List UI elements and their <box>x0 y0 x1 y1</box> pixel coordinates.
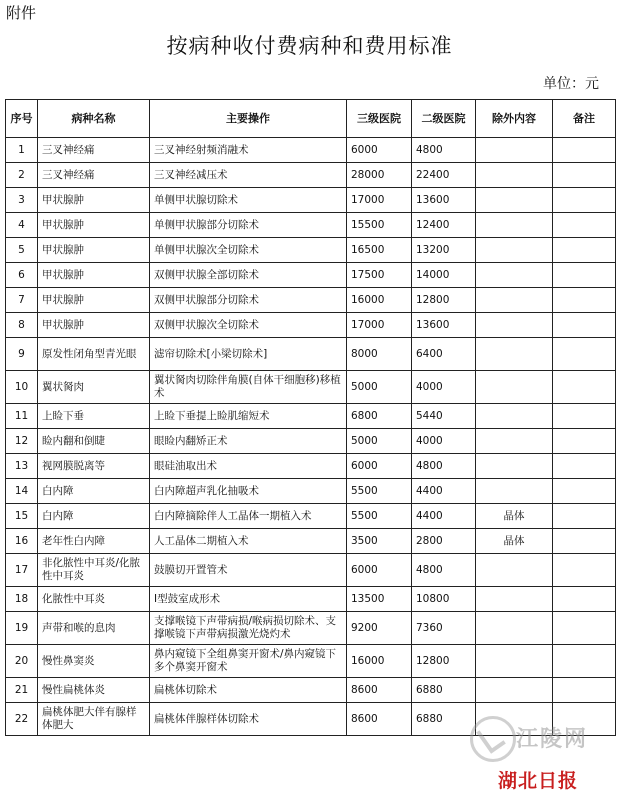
cell-operation: 单侧甲状腺次全切除术 <box>150 238 347 263</box>
col-header-tier2: 二级医院 <box>412 100 476 138</box>
cell-tier3-price: 9200 <box>347 612 412 645</box>
cell-operation: I型鼓室成形术 <box>150 587 347 612</box>
cell-note <box>553 678 616 703</box>
cell-note <box>553 238 616 263</box>
cell-tier3-price: 6000 <box>347 554 412 587</box>
cell-operation: 翼状胬肉切除伴角膜(自体干细胞移)移植术 <box>150 371 347 404</box>
cell-no: 19 <box>6 612 38 645</box>
table-row <box>6 529 616 554</box>
table-row <box>6 554 616 587</box>
cell-note <box>553 504 616 529</box>
cell-tier2-price: 12800 <box>412 288 476 313</box>
col-header-exclusion: 除外内容 <box>476 100 553 138</box>
cell-tier3-price: 17000 <box>347 313 412 338</box>
cell-no: 15 <box>6 504 38 529</box>
cell-disease-name: 甲状腺肿 <box>38 188 150 213</box>
cell-operation: 扁桃体切除术 <box>150 678 347 703</box>
cell-operation: 双侧甲状腺部分切除术 <box>150 288 347 313</box>
cell-operation: 双侧甲状腺次全切除术 <box>150 313 347 338</box>
cell-tier3-price: 6000 <box>347 454 412 479</box>
cell-disease-name: 化脓性中耳炎 <box>38 587 150 612</box>
cell-exclusion <box>476 213 553 238</box>
cell-operation: 人工晶体二期植入术 <box>150 529 347 554</box>
cell-exclusion <box>476 703 553 736</box>
cell-disease-name: 老年性白内障 <box>38 529 150 554</box>
cell-disease-name: 视网膜脱离等 <box>38 454 150 479</box>
cell-disease-name: 白内障 <box>38 479 150 504</box>
cell-disease-name: 扁桃体肥大伴有腺样体肥大 <box>38 703 150 736</box>
cell-disease-name: 睑内翻和倒睫 <box>38 429 150 454</box>
cell-tier3-price: 5000 <box>347 371 412 404</box>
cell-tier3-price: 13500 <box>347 587 412 612</box>
cell-operation: 鼓膜切开置管术 <box>150 554 347 587</box>
table-row <box>6 188 616 213</box>
cell-exclusion <box>476 338 553 371</box>
cell-no: 7 <box>6 288 38 313</box>
cell-note <box>553 703 616 736</box>
cell-note <box>553 213 616 238</box>
cell-note <box>553 288 616 313</box>
cell-operation: 上睑下垂提上睑肌缩短术 <box>150 404 347 429</box>
cell-note <box>553 612 616 645</box>
cell-no: 4 <box>6 213 38 238</box>
cell-note <box>553 454 616 479</box>
table-row <box>6 138 616 163</box>
cell-no: 18 <box>6 587 38 612</box>
cell-operation: 白内障摘除伴人工晶体一期植入术 <box>150 504 347 529</box>
cell-disease-name: 慢性扁桃体炎 <box>38 678 150 703</box>
cell-tier3-price: 16000 <box>347 288 412 313</box>
cell-operation: 单侧甲状腺切除术 <box>150 188 347 213</box>
watermark-newspaper-name: 湖北日报 <box>498 770 579 792</box>
cell-no: 11 <box>6 404 38 429</box>
table-row <box>6 587 616 612</box>
cell-no: 10 <box>6 371 38 404</box>
cell-tier3-price: 15500 <box>347 213 412 238</box>
cell-no: 12 <box>6 429 38 454</box>
cell-tier3-price: 16000 <box>347 645 412 678</box>
cell-note <box>553 587 616 612</box>
cell-exclusion: 晶体 <box>476 504 553 529</box>
cell-tier3-price: 5500 <box>347 504 412 529</box>
cell-exclusion <box>476 163 553 188</box>
cell-operation: 三叉神经减压术 <box>150 163 347 188</box>
cell-exclusion <box>476 587 553 612</box>
cell-operation: 眼硅油取出术 <box>150 454 347 479</box>
cell-operation: 白内障超声乳化抽吸术 <box>150 479 347 504</box>
cell-operation: 滤帘切除术[小梁切除术] <box>150 338 347 371</box>
cell-disease-name: 白内障 <box>38 504 150 529</box>
cell-tier2-price: 7360 <box>412 612 476 645</box>
cell-disease-name: 甲状腺肿 <box>38 288 150 313</box>
cell-note <box>553 313 616 338</box>
cell-no: 9 <box>6 338 38 371</box>
cell-note <box>553 138 616 163</box>
table-row <box>6 238 616 263</box>
cell-disease-name: 非化脓性中耳炎/化脓性中耳炎 <box>38 554 150 587</box>
cell-tier2-price: 10800 <box>412 587 476 612</box>
table-row <box>6 163 616 188</box>
table-header-row <box>6 100 616 138</box>
cell-tier3-price: 8000 <box>347 338 412 371</box>
cell-disease-name: 翼状胬肉 <box>38 371 150 404</box>
cell-exclusion <box>476 645 553 678</box>
cell-disease-name: 慢性鼻窦炎 <box>38 645 150 678</box>
cell-operation: 三叉神经射频消融术 <box>150 138 347 163</box>
col-header-op: 主要操作 <box>150 100 347 138</box>
cell-disease-name: 甲状腺肿 <box>38 263 150 288</box>
cell-exclusion <box>476 429 553 454</box>
cell-exclusion <box>476 238 553 263</box>
cell-tier3-price: 6800 <box>347 404 412 429</box>
col-header-no: 序号 <box>6 100 38 138</box>
col-header-name: 病种名称 <box>38 100 150 138</box>
table-row <box>6 479 616 504</box>
table-row <box>6 313 616 338</box>
cell-note <box>553 429 616 454</box>
cell-note <box>553 645 616 678</box>
cell-tier2-price: 4400 <box>412 479 476 504</box>
cell-exclusion <box>476 188 553 213</box>
table-row <box>6 703 616 736</box>
cell-exclusion <box>476 479 553 504</box>
cell-note <box>553 404 616 429</box>
table-row <box>6 288 616 313</box>
cell-exclusion <box>476 313 553 338</box>
cell-exclusion: 晶体 <box>476 529 553 554</box>
cell-note <box>553 163 616 188</box>
cell-tier2-price: 14000 <box>412 263 476 288</box>
attachment-label: 附件 <box>6 4 37 22</box>
cell-exclusion <box>476 678 553 703</box>
col-header-tier3: 三级医院 <box>347 100 412 138</box>
table-row <box>6 404 616 429</box>
cell-tier2-price: 5440 <box>412 404 476 429</box>
cell-tier2-price: 13600 <box>412 313 476 338</box>
cell-no: 1 <box>6 138 38 163</box>
document-title: 按病种收付费病种和费用标准 <box>166 34 453 58</box>
table-row <box>6 371 616 404</box>
cell-exclusion <box>476 138 553 163</box>
table-row <box>6 213 616 238</box>
cell-operation: 支撑喉镜下声带病损/喉病损切除术、支撑喉镜下声带病损激光烧灼术 <box>150 612 347 645</box>
cell-tier2-price: 6880 <box>412 678 476 703</box>
cell-tier3-price: 17500 <box>347 263 412 288</box>
cell-tier2-price: 22400 <box>412 163 476 188</box>
cell-tier2-price: 12800 <box>412 645 476 678</box>
cell-tier2-price: 4000 <box>412 371 476 404</box>
cell-tier2-price: 2800 <box>412 529 476 554</box>
table-row <box>6 429 616 454</box>
table-row <box>6 263 616 288</box>
cell-note <box>553 263 616 288</box>
cell-no: 22 <box>6 703 38 736</box>
cell-operation: 单侧甲状腺部分切除术 <box>150 213 347 238</box>
cell-disease-name: 原发性闭角型青光眼 <box>38 338 150 371</box>
cell-disease-name: 甲状腺肿 <box>38 238 150 263</box>
cell-exclusion <box>476 612 553 645</box>
cell-no: 8 <box>6 313 38 338</box>
cell-tier3-price: 6000 <box>347 138 412 163</box>
cell-tier3-price: 5000 <box>347 429 412 454</box>
cell-tier2-price: 4000 <box>412 429 476 454</box>
cell-tier2-price: 4800 <box>412 454 476 479</box>
cell-note <box>553 554 616 587</box>
cell-operation: 眼睑内翻矫正术 <box>150 429 347 454</box>
cell-exclusion <box>476 263 553 288</box>
cell-no: 3 <box>6 188 38 213</box>
cell-no: 6 <box>6 263 38 288</box>
table-row <box>6 612 616 645</box>
cell-exclusion <box>476 371 553 404</box>
cell-operation: 双侧甲状腺全部切除术 <box>150 263 347 288</box>
cell-tier3-price: 5500 <box>347 479 412 504</box>
cell-tier2-price: 13600 <box>412 188 476 213</box>
cell-note <box>553 529 616 554</box>
cell-tier3-price: 3500 <box>347 529 412 554</box>
cell-tier2-price: 4400 <box>412 504 476 529</box>
cell-operation: 扁桃体伴腺样体切除术 <box>150 703 347 736</box>
cell-disease-name: 三叉神经痛 <box>38 163 150 188</box>
cell-exclusion <box>476 404 553 429</box>
cell-no: 17 <box>6 554 38 587</box>
cell-tier3-price: 8600 <box>347 678 412 703</box>
fee-table <box>5 99 616 736</box>
cell-exclusion <box>476 554 553 587</box>
table-row <box>6 645 616 678</box>
cell-exclusion <box>476 288 553 313</box>
cell-tier2-price: 6880 <box>412 703 476 736</box>
cell-disease-name: 上睑下垂 <box>38 404 150 429</box>
cell-tier2-price: 6400 <box>412 338 476 371</box>
table-row <box>6 678 616 703</box>
cell-tier3-price: 8600 <box>347 703 412 736</box>
cell-disease-name: 甲状腺肿 <box>38 213 150 238</box>
cell-disease-name: 甲状腺肿 <box>38 313 150 338</box>
cell-no: 16 <box>6 529 38 554</box>
unit-label: 单位：元 <box>543 76 599 92</box>
cell-no: 13 <box>6 454 38 479</box>
cell-note <box>553 188 616 213</box>
watermark-site-name: 江陵网 <box>516 727 589 752</box>
cell-tier2-price: 12400 <box>412 213 476 238</box>
cell-note <box>553 371 616 404</box>
col-header-note: 备注 <box>553 100 616 138</box>
cell-tier3-price: 17000 <box>347 188 412 213</box>
cell-disease-name: 三叉神经痛 <box>38 138 150 163</box>
table-row <box>6 504 616 529</box>
cell-note <box>553 479 616 504</box>
cell-exclusion <box>476 454 553 479</box>
table-row <box>6 338 616 371</box>
cell-no: 14 <box>6 479 38 504</box>
cell-tier3-price: 28000 <box>347 163 412 188</box>
cell-no: 2 <box>6 163 38 188</box>
cell-no: 20 <box>6 645 38 678</box>
cell-no: 5 <box>6 238 38 263</box>
cell-tier2-price: 13200 <box>412 238 476 263</box>
cell-tier3-price: 16500 <box>347 238 412 263</box>
cell-operation: 鼻内窥镜下全组鼻窦开窗术/鼻内窥镜下多个鼻窦开窗术 <box>150 645 347 678</box>
cell-note <box>553 338 616 371</box>
table-row <box>6 454 616 479</box>
cell-tier2-price: 4800 <box>412 554 476 587</box>
cell-no: 21 <box>6 678 38 703</box>
cell-disease-name: 声带和喉的息肉 <box>38 612 150 645</box>
cell-tier2-price: 4800 <box>412 138 476 163</box>
